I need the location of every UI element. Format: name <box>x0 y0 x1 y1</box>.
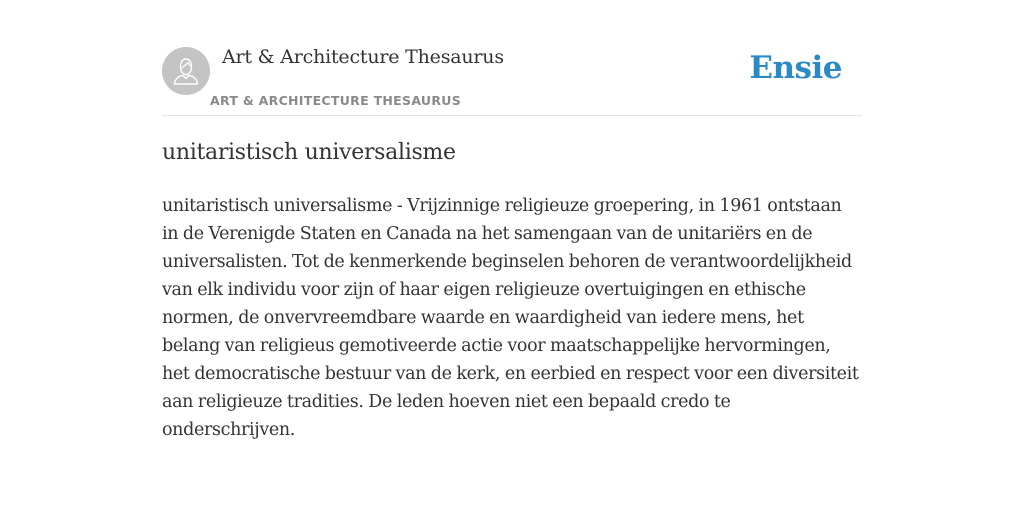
author-name[interactable]: Art & Architecture Thesaurus <box>222 46 504 68</box>
brand-logo[interactable]: Ensie <box>749 50 842 86</box>
author-category[interactable]: ART & ARCHITECTURE THESAURUS <box>210 93 462 108</box>
entry-title: unitaristisch universalisme <box>162 140 456 165</box>
entry-definition: unitaristisch universalisme - Vrijzinnige religieuze groepering, in 1961 ontstaan in de Verenigde Staten en Canada na het samengaan van de unitariërs en de universalisten. Tot de kenmerkende beginselen behoren de verantwoordelijkheid van elk individu voor zijn of haar eigen religieuze overtuigingen en ethische normen, de onvervreemdbare waarde en waardigheid van iedere mens, het belang van religieus gemotiveerde actie voor maatschappelijke hervormingen, het democratische bestuur van de kerk, en eerbied en respect voor een diversiteit aan religieuze tradities. De leden hoeven niet een bepaald credo te onderschrijven. <box>162 196 859 440</box>
page-container <box>162 0 862 440</box>
user-icon <box>162 47 210 95</box>
entry-header <box>162 0 862 116</box>
avatar[interactable] <box>162 47 210 95</box>
